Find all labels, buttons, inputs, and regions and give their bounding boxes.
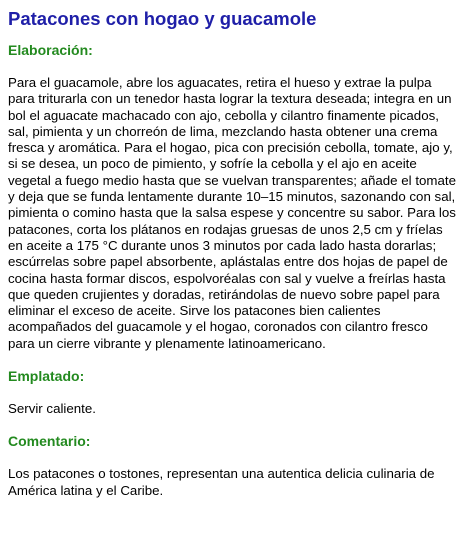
recipe-page — [8, 8, 456, 515]
elaboracion-text: Para el guacamole, abre los aguacates, retira el hueso y extrae la pulpa para triturarla con un tenedor hasta lograr la textura deseada; integra en un bol el aguacate machacado con ajo, cebolla y cilantro finamente picados, sal, pimienta y un chorreón de lima, mezclando hasta obtener una crema fresca y aromática. Para el hogao, pica con precisión cebolla, tomate, ajo y, si se desea, un poco de pimiento, y sofríe la cebolla y el ajo en aceite vegetal a fuego medio hasta que se vuelvan transparentes; añade el tomate y deja que se funda lentamente durante 10–15 minutos, sazonando con sal, pimienta o comino hasta que la salsa espese y concentre su sabor. Para los patacones, corta los plátanos en rodajas gruesas de unos 2,5 cm y fríelas en aceite a 175 °C durante unos 3 minutos por cada lado hasta dorarlas; escúrrelas sobre papel absorbente, aplástalas entre dos hojas de papel de cocina hasta formar discos, espolvoréalas con sal y vuelve a freírlas hasta que queden crujientes y doradas, retirándolas de nuevo sobre papel para eliminar el exceso de aceite. Sirve los patacones bien calientes acompañados del guacamole y el hogao, coronados con cilantro fresco para un cierre vibrante y plenamente latinoamericano. — [8, 75, 456, 351]
section-comentario — [8, 433, 456, 499]
section-elaboracion — [8, 42, 456, 352]
section-emplatado — [8, 368, 456, 417]
comentario-heading: Comentario: — [8, 433, 91, 450]
elaboracion-heading: Elaboración: — [8, 42, 93, 58]
emplatado-text: Servir caliente. — [8, 401, 96, 417]
comentario-text: Los patacones o tostones, representan una autentica delicia culinaria de América latina y el Caribe. — [8, 466, 435, 498]
emplatado-heading: Emplatado: — [8, 368, 85, 385]
recipe-title: Patacones con hogao y guacamole — [8, 8, 317, 29]
